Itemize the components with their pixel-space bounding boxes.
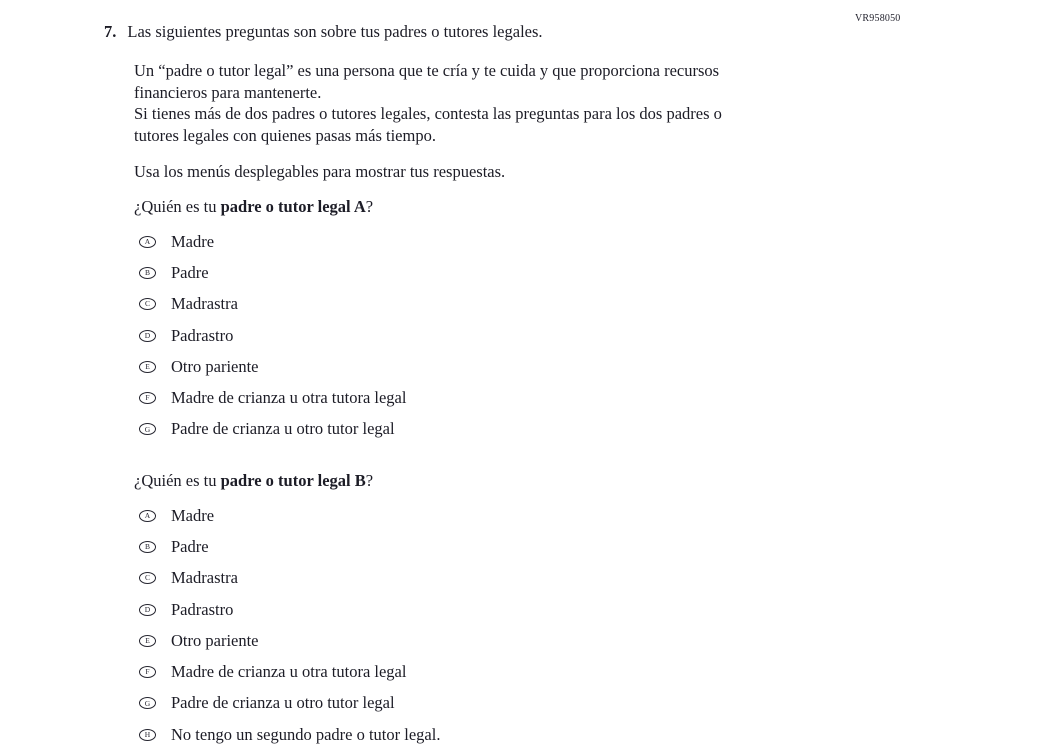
bubble-a-icon[interactable]: A	[139, 236, 156, 248]
option-label: Padre de crianza u otro tutor legal	[171, 419, 395, 439]
bubble-g-icon[interactable]: G	[139, 697, 156, 709]
bubble-f-icon[interactable]: F	[139, 666, 156, 678]
option-label: Otro pariente	[171, 356, 259, 376]
option-label: Madre	[171, 231, 215, 251]
answer-option-b-otro-pariente[interactable]	[139, 625, 440, 656]
option-label: Madre	[171, 505, 215, 525]
answer-option-b-padre[interactable]	[139, 531, 440, 562]
answer-option-a-madrastra[interactable]	[139, 289, 406, 320]
question-number: 7.	[104, 22, 117, 41]
answer-option-a-madre[interactable]	[139, 226, 406, 257]
bubble-e-icon[interactable]: E	[139, 361, 156, 373]
bubble-c-icon[interactable]: C	[139, 572, 156, 584]
body-line: financieros para mantenerte.	[134, 82, 322, 102]
definition-paragraph	[134, 60, 844, 146]
body-line: Si tienes más de dos padres o tutores legales, contesta las preguntas para los dos padres o	[134, 104, 722, 123]
question-a-options	[139, 226, 406, 445]
answer-option-b-padre-crianza[interactable]	[139, 688, 440, 719]
answer-option-a-padrastro[interactable]	[139, 320, 406, 351]
question-b-options	[139, 500, 440, 747]
option-label: Madre de crianza u otra tutora legal	[171, 662, 407, 682]
answer-option-b-madre-crianza[interactable]	[139, 656, 440, 687]
bubble-e-icon[interactable]: E	[139, 635, 156, 647]
option-label: No tengo un segundo padre o tutor legal.	[171, 724, 441, 744]
answer-option-b-padrastro[interactable]	[139, 594, 440, 625]
answer-option-b-no-segundo[interactable]	[139, 719, 440, 747]
bubble-b-icon[interactable]: B	[139, 541, 156, 553]
answer-option-b-madrastra[interactable]	[139, 563, 440, 594]
question-a-prefix: ¿Quién es tu	[134, 197, 221, 216]
answer-option-a-padre[interactable]	[139, 257, 406, 288]
question-a-bold: padre o tutor legal A	[220, 197, 366, 216]
answer-option-a-padre-crianza[interactable]	[139, 414, 406, 445]
question-b-heading	[134, 471, 373, 491]
answer-option-b-madre[interactable]	[139, 500, 440, 531]
option-label: Madre de crianza u otra tutora legal	[171, 388, 407, 408]
option-label: Padrastro	[171, 325, 234, 345]
bubble-f-icon[interactable]: F	[139, 392, 156, 404]
option-label: Padre	[171, 536, 209, 556]
question-a-suffix: ?	[365, 197, 374, 216]
question-a-heading	[134, 197, 373, 217]
option-label: Madrastra	[171, 294, 238, 314]
bubble-d-icon[interactable]: D	[139, 330, 156, 342]
answer-option-a-madre-crianza[interactable]	[139, 382, 406, 413]
bubble-d-icon[interactable]: D	[139, 604, 156, 616]
option-label: Padre	[171, 262, 209, 282]
question-b-bold: padre o tutor legal B	[220, 471, 366, 490]
answer-option-a-otro-pariente[interactable]	[139, 351, 406, 382]
bubble-h-icon[interactable]: H	[139, 729, 156, 741]
dropdown-instruction: Usa los menús desplegables para mostrar tus respuestas.	[134, 162, 506, 181]
form-code: VR958050	[855, 13, 901, 24]
bubble-g-icon[interactable]: G	[139, 423, 156, 435]
question-7-intro	[104, 22, 543, 42]
option-label: Padre de crianza u otro tutor legal	[171, 693, 395, 713]
body-line: tutores legales con quienes pasas más tiempo.	[134, 125, 436, 145]
option-label: Padrastro	[171, 599, 234, 619]
option-label: Madrastra	[171, 568, 238, 588]
bubble-b-icon[interactable]: B	[139, 267, 156, 279]
bubble-c-icon[interactable]: C	[139, 298, 156, 310]
body-line: Un “padre o tutor legal” es una persona que te cría y te cuida y que proporciona recursos	[134, 61, 720, 80]
question-b-prefix: ¿Quién es tu	[134, 471, 221, 490]
question-intro-text: Las siguientes preguntas son sobre tus padres o tutores legales.	[127, 22, 543, 41]
bubble-a-icon[interactable]: A	[139, 510, 156, 522]
question-b-suffix: ?	[365, 471, 374, 490]
option-label: Otro pariente	[171, 630, 259, 650]
